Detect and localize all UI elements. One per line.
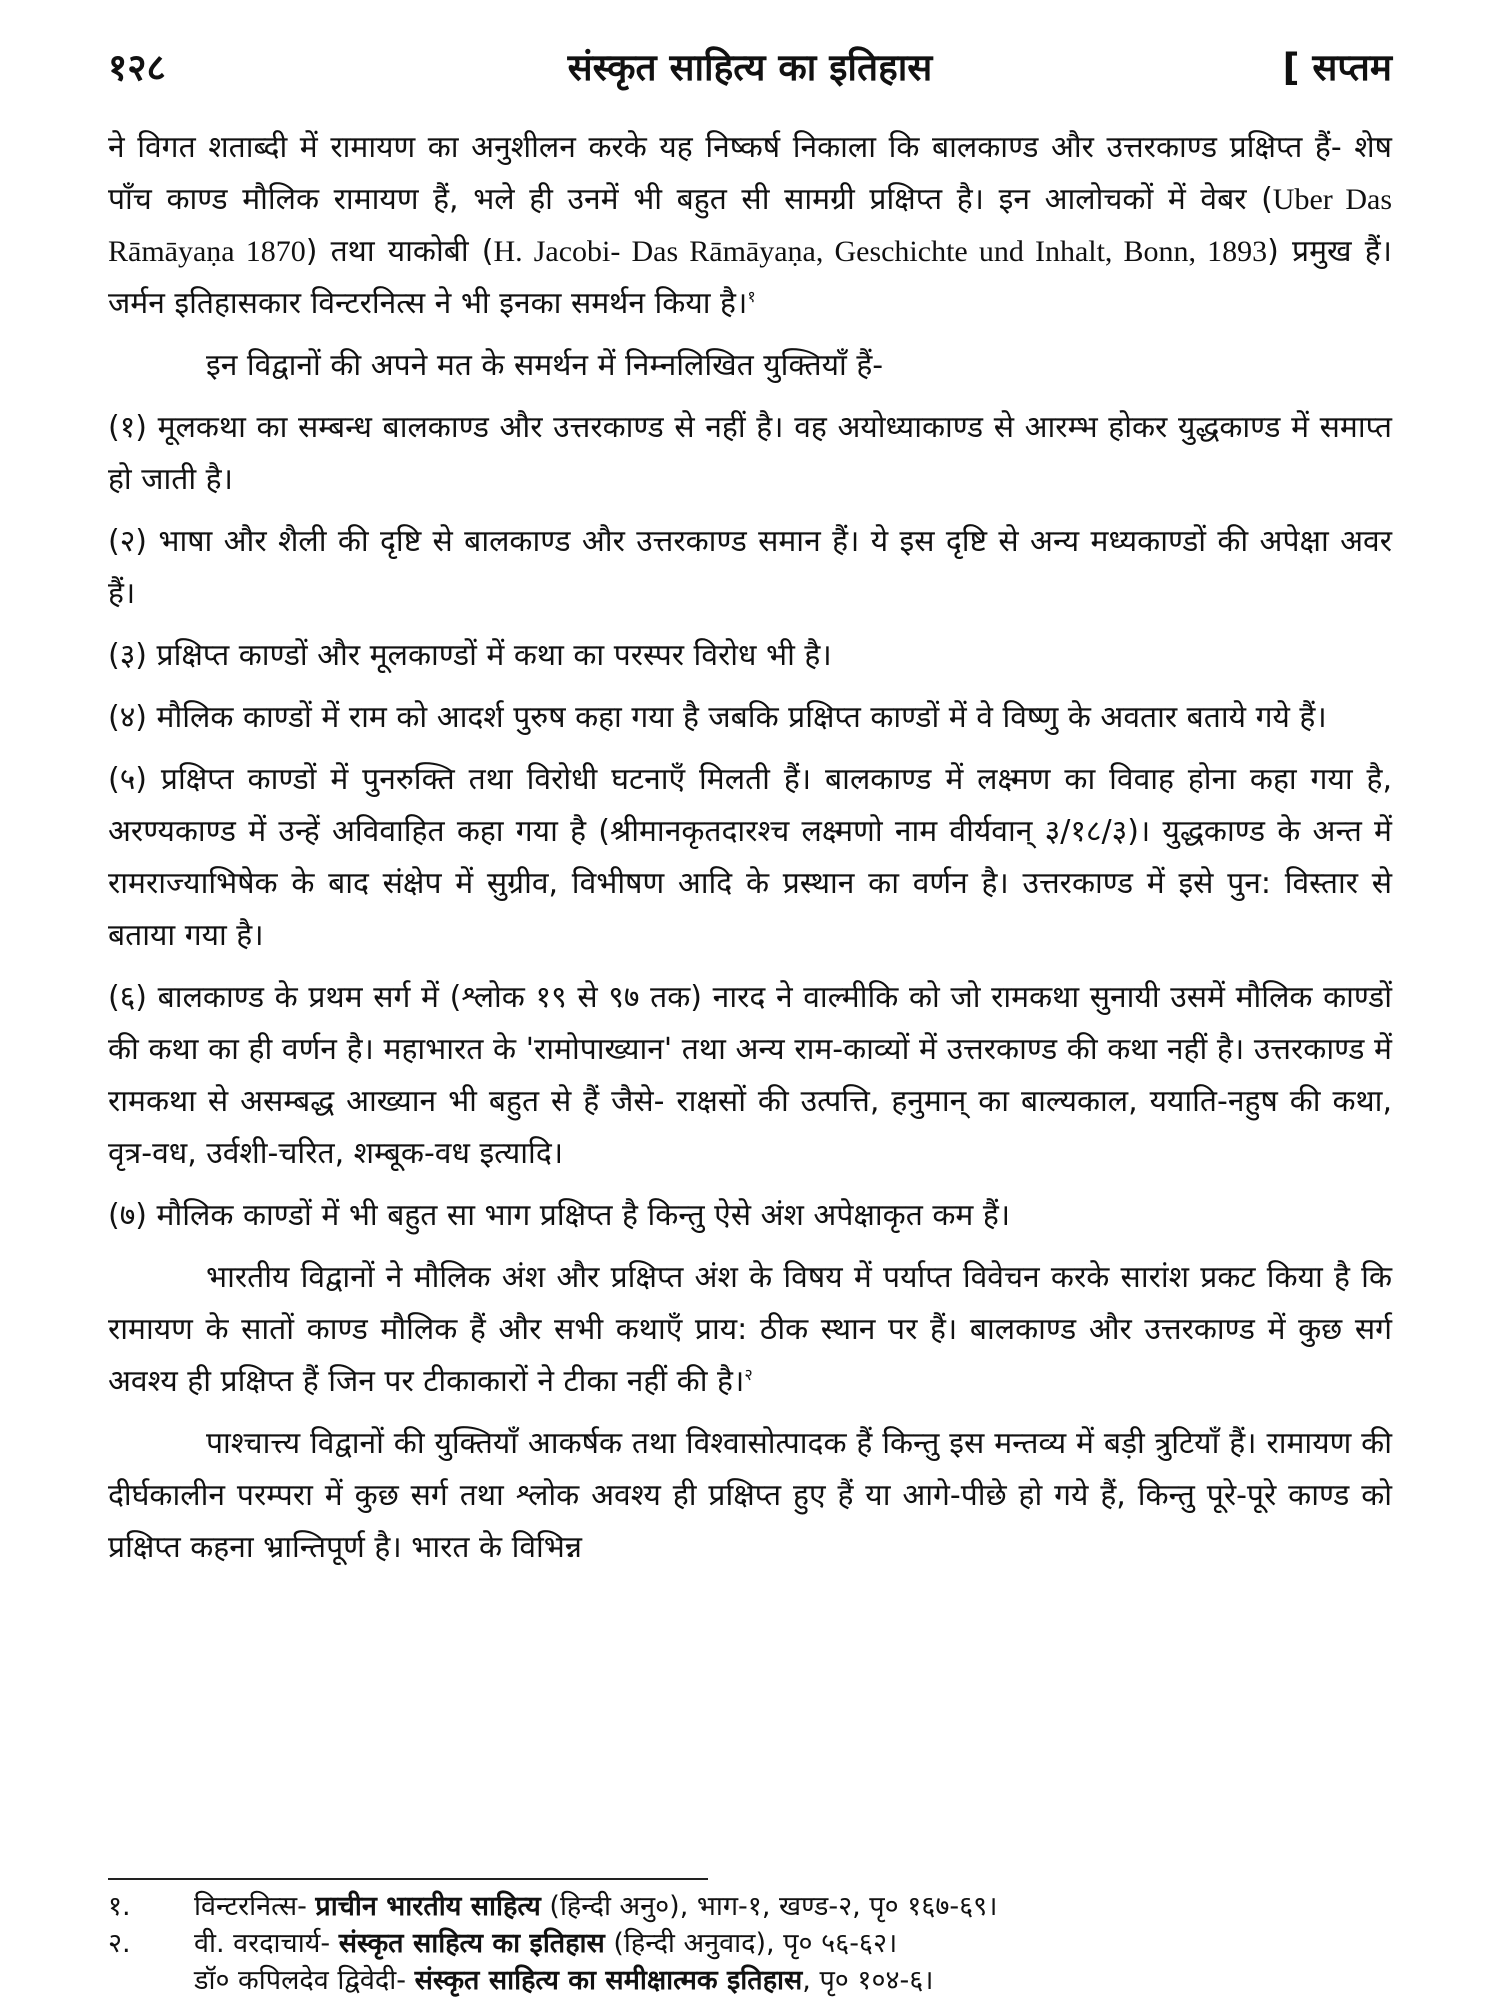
paragraph-text: ) तथा याकोबी (: [305, 234, 494, 269]
paragraph-intro: [108, 122, 1392, 330]
footnote-details: (हिन्दी अनु०), भाग-१, खण्ड-२, पृ० १६७-६९।: [540, 1891, 998, 1922]
list-item: (१) मूलकथा का सम्बन्ध बालकाण्ड और उत्तरकाण्ड से नहीं है। वह अयोध्याकाण्ड से आरम्भ होकर युद्धकाण्ड में समाप्त हो जाती है।: [108, 410, 1392, 497]
running-header: [108, 40, 1392, 100]
section-marker: [ सप्तम: [1282, 46, 1392, 89]
list-item: (३) प्रक्षिप्त काण्डों और मूलकाण्डों में कथा का परस्पर विरोध भी है।: [108, 638, 832, 673]
paragraph-text: ) प्रमुख हैं। जर्मन इतिहासकार विन्टरनित्स ने भी इनका समर्थन किया है।: [108, 234, 1392, 321]
footnote-author: वी. वरदाचार्य-: [194, 1928, 339, 1959]
footnote-marker: १: [747, 287, 756, 306]
list-item: (६) बालकाण्ड के प्रथम सर्ग में (श्लोक १९ से ९७ तक) नारद ने वाल्मीकि को जो रामकथा सुनायी उसमें मौलिक काण्डों की कथा का ही वर्णन है। महाभारत के 'रामोपाख्यान' तथा अन्य राम-काव्यों में उत्तरकाण्ड की कथा नहीं है। उत्तरकाण्ड में रामकथा से असम्बद्ध आख्यान भी बहुत से हैं जैसे- राक्षसों की उत्पत्ति, हनुमान् का बाल्यकाल, ययाति-नहुष की कथा, वृत्र-वध, उर्वशी-चरित, शम्बूक-वध इत्यादि।: [108, 980, 1392, 1171]
footnote-details: (हिन्दी अनुवाद), पृ० ५६-६२।: [604, 1928, 898, 1959]
reference-weber: Uber Das Rāmāyaṇa 1870: [108, 183, 1392, 268]
list-item: (७) मौलिक काण्डों में भी बहुत सा भाग प्रक्षिप्त है किन्तु ऐसे अंश अपेक्षाकृत कम हैं।: [108, 1198, 1011, 1233]
footnote: [108, 1925, 1392, 1962]
paragraph-western-scholars: पाश्चात्त्य विद्वानों की युक्तियाँ आकर्षक तथा विश्वासोत्पादक हैं किन्तु इस मन्तव्य में बड़ी त्रुटियाँ हैं। रामायण की दीर्घकालीन परम्परा में कुछ सर्ग तथा श्लोक अवश्य ही प्रक्षिप्त हुए हैं या आगे-पीछे हो गये हैं, किन्तु पूरे-पूरे काण्ड को प्रक्षिप्त कहना भ्रान्तिपूर्ण है। भारत के विभिन्न: [108, 1426, 1392, 1565]
list-item: (५) प्रक्षिप्त काण्डों में पुनरुक्ति तथा विरोधी घटनाएँ मिलती हैं। बालकाण्ड में लक्ष्मण का विवाह होना कहा गया है, अरण्यकाण्ड में उन्हें अविवाहित कहा गया है (श्रीमानकृतदारश्च लक्ष्मणो नाम वीर्यवान् ३/१८/३)। युद्धकाण्ड के अन्त में रामराज्याभिषेक के बाद संक्षेप में सुग्रीव, विभीषण आदि के प्रस्थान का वर्णन है। उत्तरकाण्ड में इसे पुन: विस्तार से बताया गया है।: [108, 762, 1392, 953]
footnote-work-title: संस्कृत साहित्य का समीक्षात्मक इतिहास: [414, 1965, 803, 1996]
footnote-work-title: संस्कृत साहित्य का इतिहास: [338, 1928, 605, 1959]
paragraph-arguments-intro: इन विद्वानों की अपने मत के समर्थन में निम्नलिखित युक्तियाँ हैं-: [206, 348, 884, 383]
main-text: [108, 122, 1392, 1584]
footnote-divider: [108, 1878, 708, 1880]
list-item: (२) भाषा और शैली की दृष्टि से बालकाण्ड और उत्तरकाण्ड समान हैं। ये इस दृष्टि से अन्य मध्यकाण्डों की अपेक्षा अवर हैं।: [108, 524, 1392, 611]
running-title: संस्कृत साहित्य का इतिहास: [567, 46, 933, 89]
footnote-details: , पृ० १०४-६।: [802, 1965, 934, 1996]
footnote-number: २.: [108, 1928, 131, 1959]
footnotes: [108, 1888, 1392, 1999]
footnote-marker: २: [744, 1365, 753, 1384]
footnote-number: १.: [108, 1891, 131, 1922]
paragraph-indian-scholars: [108, 1252, 1392, 1408]
paragraph-text: भारतीय विद्वानों ने मौलिक अंश और प्रक्षिप्त अंश के विषय में पर्याप्त विवेचन करके सारांश प्रकट किया है कि रामायण के सातों काण्ड मौलिक हैं और सभी कथाएँ प्राय: ठीक स्थान पर हैं। बालकाण्ड और उत्तरकाण्ड में कुछ सर्ग अवश्य ही प्रक्षिप्त हैं जिन पर टीकाकारों ने टीका नहीं की है।: [108, 1260, 1392, 1399]
list-item: (४) मौलिक काण्डों में राम को आदर्श पुरुष कहा गया है जबकि प्रक्षिप्त काण्डों में वे विष्णु के अवतार बताये गये हैं।: [108, 700, 1327, 735]
paragraph-text: ने विगत शताब्दी में रामायण का अनुशीलन करके यह निष्कर्ष निकाला कि बालकाण्ड और उत्तरकाण्ड प्रक्षिप्त हैं- शेष पाँच काण्ड मौलिक रामायण हैं, भले ही उनमें भी बहुत सी सामग्री प्रक्षिप्त है। इन आलोचकों में वेबर (: [108, 130, 1392, 217]
reference-jacobi: H. Jacobi- Das Rāmāyaṇa, Geschichte und Inhalt, Bonn, 1893: [493, 235, 1268, 268]
page-number: १२८: [108, 46, 166, 89]
footnote-author: विन्टरनित्स-: [194, 1891, 316, 1922]
footnote: [108, 1888, 1392, 1925]
footnote-work-title: प्राचीन भारतीय साहित्य: [315, 1891, 541, 1922]
footnote: [108, 1962, 1392, 1999]
footnote-author: डॉ० कपिलदेव द्विवेदी-: [194, 1965, 415, 1996]
